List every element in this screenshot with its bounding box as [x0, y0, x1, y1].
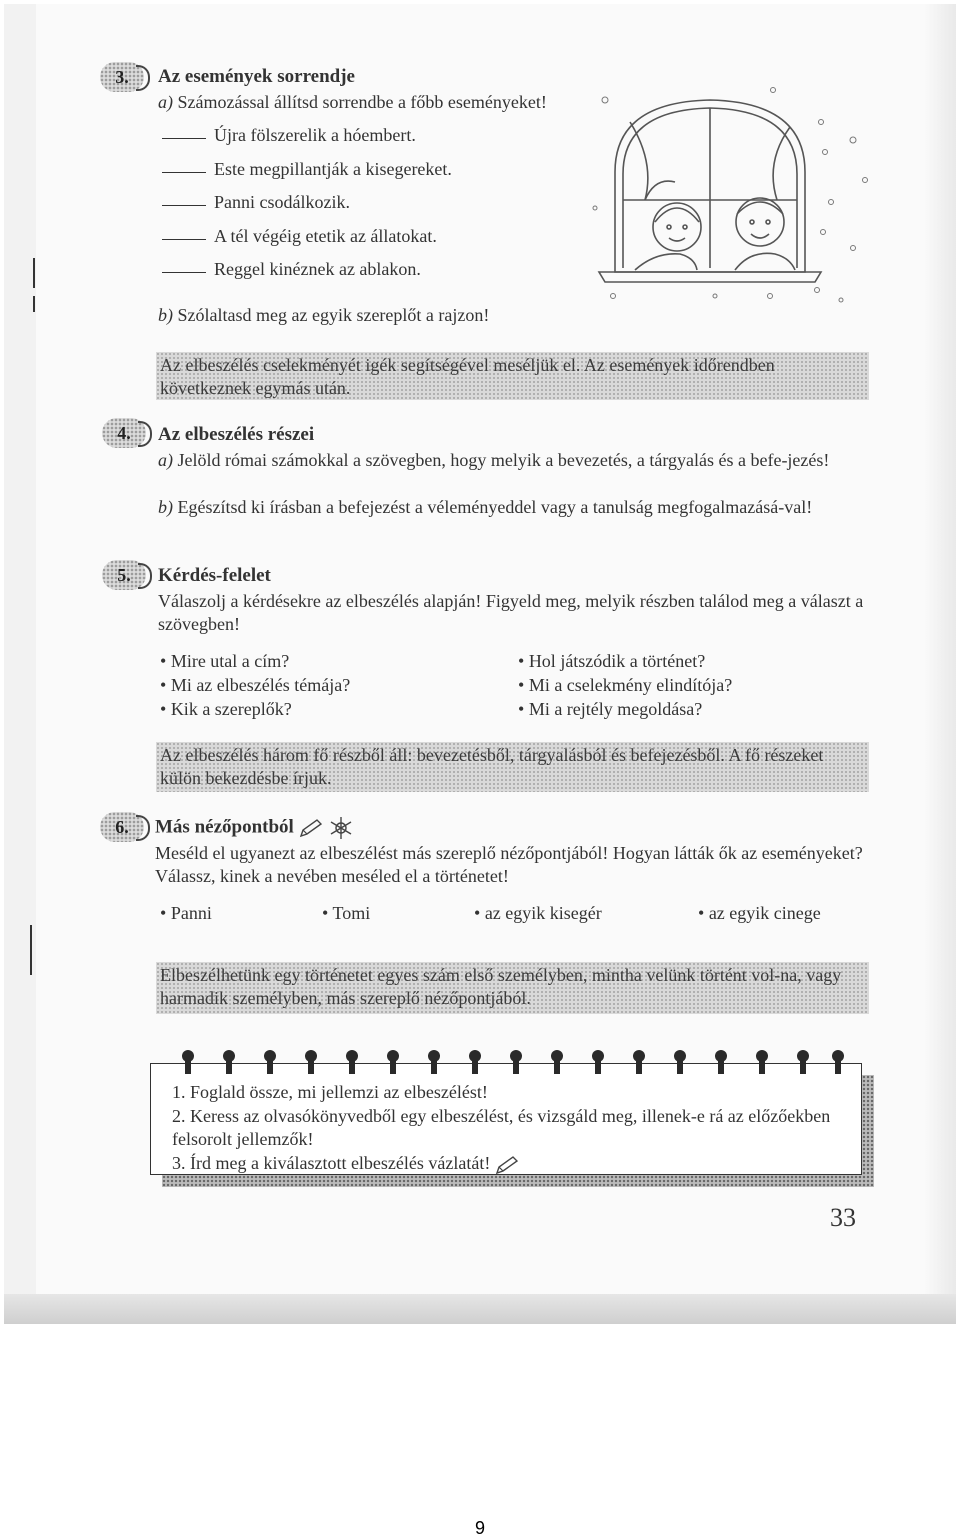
- task3-a-instruction: a) Számozással állítsd sorrendbe a főbb eseményeket!: [158, 92, 547, 112]
- info-box: Az elbeszélés három fő részből áll: bevezetésből, tárgyalásból és befejezésből. A fő részeket külön bekezdésbe írjuk.: [156, 742, 869, 792]
- event-item: A tél végéig etetik az állatokat.: [162, 225, 437, 248]
- ring: [305, 1050, 317, 1074]
- task-number-badge: 3.: [100, 62, 144, 92]
- ring: [510, 1050, 522, 1074]
- task5-title: Kérdés-felelet: [158, 565, 271, 586]
- event-item: Este megpillantják a kisegereket.: [162, 158, 452, 181]
- ring: [592, 1050, 604, 1074]
- page-number: 33: [830, 1203, 856, 1232]
- ring: [832, 1050, 844, 1074]
- footer-page-number: 9: [474, 1518, 485, 1538]
- task4-title: Az elbeszélés részei: [158, 424, 315, 445]
- task3-b-instruction: b) Szólaltasd meg az egyik szereplőt a rajzon!: [158, 305, 490, 325]
- summary-item: 1. Foglald össze, mi jellemzi az elbeszélést!: [172, 1082, 488, 1102]
- ring: [633, 1050, 645, 1074]
- snowflake-icon: [329, 816, 353, 840]
- window-illustration: [585, 82, 875, 314]
- box-shadow: [162, 1175, 874, 1187]
- summary-item: 2. Keress az olvasókönyvedből egy elbeszélést, és vizsgáld meg, illenek-e rá az előzőekben felsorolt jellemzők!: [172, 1106, 831, 1149]
- event-item: Újra fölszerelik a hóembert.: [162, 124, 416, 147]
- ring: [797, 1050, 809, 1074]
- info-box: Elbeszélhetünk egy történetet egyes szám első személyben, mintha velünk történt vol-na, vagy harmadik személyben, más szereplő nézőpontjából.: [156, 962, 869, 1014]
- task-number-badge: 4.: [102, 418, 146, 448]
- pencil-icon: [299, 818, 325, 838]
- event-item: Panni csodálkozik.: [162, 191, 350, 214]
- ring: [674, 1050, 686, 1074]
- task6-title: Más nézőpontból: [155, 816, 353, 840]
- ring: [551, 1050, 563, 1074]
- task-number-badge: 5.: [102, 560, 146, 590]
- summary-item: 3. Írd meg a kiválasztott elbeszélés vázlatát!: [172, 1152, 523, 1175]
- option-item: • Tomi: [322, 902, 370, 925]
- option-item: • Panni: [160, 902, 212, 925]
- pencil-icon: [495, 1155, 523, 1175]
- spiral-binding: [168, 1044, 848, 1074]
- info-box: Az elbeszélés cselekményét igék segítségével meséljük el. Az események időrendben következnek egymás után.: [156, 352, 869, 400]
- ring: [182, 1050, 194, 1074]
- task6-instruction: Meséld el ugyanezt az elbeszélést más szereplő nézőpontjából! Hogyan látták ők az eseményeket? Válassz, kinek a nevében meséled el a történetet!: [155, 843, 863, 886]
- question-item: • Kik a szereplők?: [160, 698, 292, 721]
- question-item: • Mi az elbeszélés témája?: [160, 674, 350, 697]
- ring: [428, 1050, 440, 1074]
- question-item: • Mi a rejtély megoldása?: [518, 698, 702, 721]
- question-item: • Mi a cselekmény elindítója?: [518, 674, 732, 697]
- task5-instruction: Válaszolj a kérdésekre az elbeszélés alapján! Figyeld meg, melyik részben találod meg a választ a szövegben!: [158, 591, 864, 634]
- task3-title: Az események sorrendje: [158, 66, 355, 87]
- task4-b-instruction: b) Egészítsd ki írásban a befejezést a véleményeddel vagy a tanulság megfogalmazásá-val!: [158, 497, 813, 517]
- ring: [223, 1050, 235, 1074]
- ring: [715, 1050, 727, 1074]
- event-item: Reggel kinéznek az ablakon.: [162, 258, 421, 281]
- box-shadow: [862, 1075, 874, 1187]
- option-item: • az egyik kisegér: [474, 902, 602, 925]
- ring: [264, 1050, 276, 1074]
- ring: [346, 1050, 358, 1074]
- option-item: • az egyik cinege: [698, 902, 821, 925]
- task-number-badge: 6.: [100, 812, 144, 842]
- ring: [756, 1050, 768, 1074]
- question-item: • Hol játszódik a történet?: [518, 650, 705, 673]
- task4-a-instruction: a) Jelöld római számokkal a szövegben, hogy melyik a bevezetés, a tárgyalás és a befe-jezés!: [158, 450, 830, 470]
- question-item: • Mire utal a cím?: [160, 650, 289, 673]
- ring: [469, 1050, 481, 1074]
- ring: [387, 1050, 399, 1074]
